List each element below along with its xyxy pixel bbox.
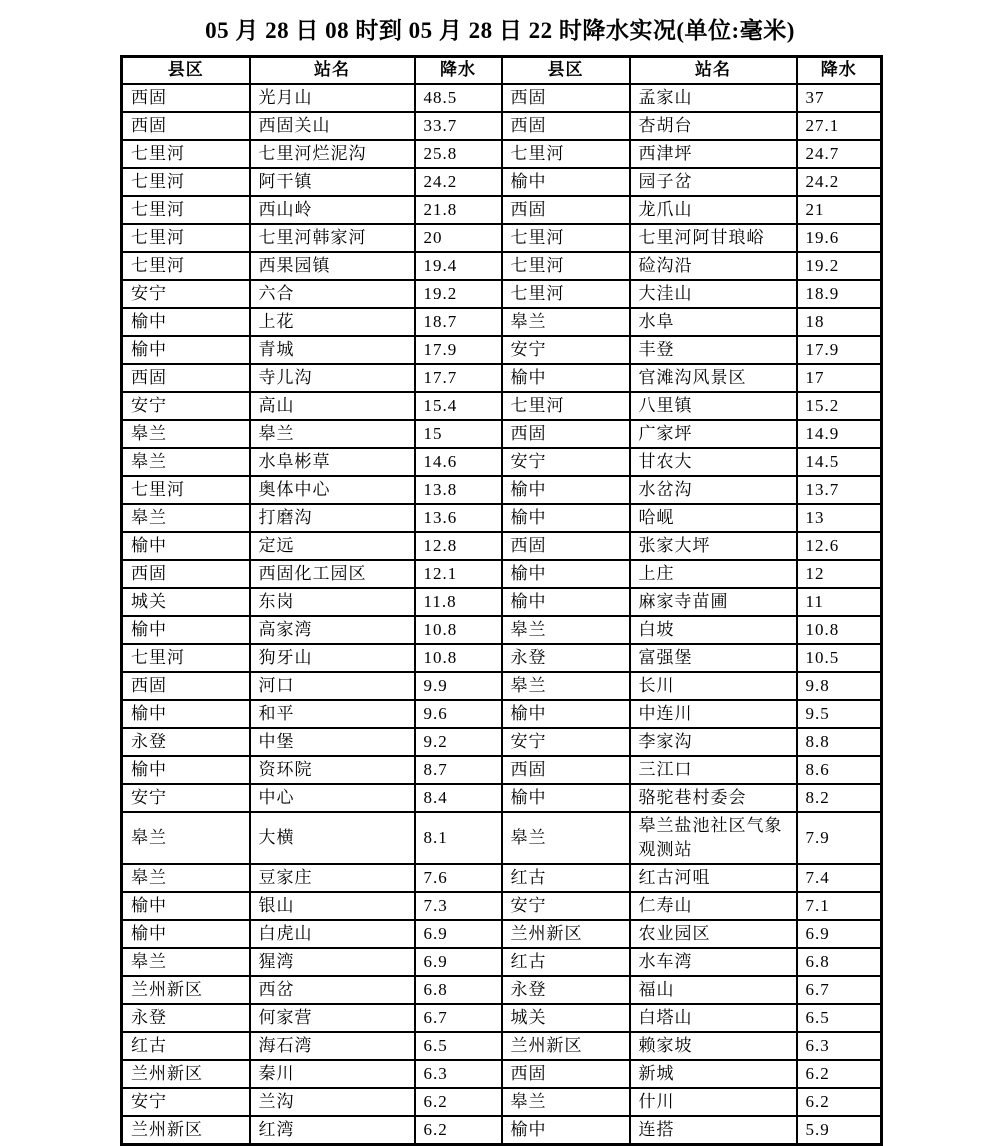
county-cell: 红古: [122, 1032, 250, 1060]
county-cell: 城关: [502, 1004, 630, 1032]
precip-cell: 17.9: [797, 336, 882, 364]
precip-cell: 14.5: [797, 448, 882, 476]
county-cell: 皋兰: [122, 420, 250, 448]
county-cell: 西固: [122, 84, 250, 112]
precip-cell: 15: [415, 420, 502, 448]
station-cell: 李家沟: [630, 728, 797, 756]
county-cell: 西固: [122, 560, 250, 588]
station-cell: 何家营: [250, 1004, 415, 1032]
precip-cell: 6.9: [415, 948, 502, 976]
table-row: [122, 476, 882, 504]
county-cell: 兰州新区: [502, 1032, 630, 1060]
table-row: [122, 420, 882, 448]
precip-cell: 11.8: [415, 588, 502, 616]
county-cell: 七里河: [122, 476, 250, 504]
county-cell: 皋兰: [502, 812, 630, 864]
table-row: [122, 920, 882, 948]
station-cell: 和平: [250, 700, 415, 728]
precip-cell: 6.7: [415, 1004, 502, 1032]
precip-cell: 9.8: [797, 672, 882, 700]
station-cell: 麻家寺苗圃: [630, 588, 797, 616]
county-cell: 安宁: [122, 280, 250, 308]
table-row: [122, 812, 882, 864]
station-cell: 狗牙山: [250, 644, 415, 672]
precip-cell: 33.7: [415, 112, 502, 140]
county-cell: 榆中: [502, 504, 630, 532]
station-cell: 水岔沟: [630, 476, 797, 504]
table-row: [122, 672, 882, 700]
page-title: 05 月 28 日 08 时到 05 月 28 日 22 时降水实况(单位:毫米): [205, 18, 795, 43]
station-cell: 新城: [630, 1060, 797, 1088]
precip-cell: 6.7: [797, 976, 882, 1004]
table-row: [122, 448, 882, 476]
station-cell: 仁寿山: [630, 892, 797, 920]
county-cell: 榆中: [502, 784, 630, 812]
county-cell: 皋兰: [502, 1088, 630, 1116]
precip-cell: 13.6: [415, 504, 502, 532]
station-cell: 长川: [630, 672, 797, 700]
station-cell: 寺儿沟: [250, 364, 415, 392]
station-cell: 张家大坪: [630, 532, 797, 560]
column-header: 降水: [415, 57, 502, 84]
table-row: [122, 252, 882, 280]
precip-cell: 48.5: [415, 84, 502, 112]
table-row: [122, 364, 882, 392]
table-row: [122, 112, 882, 140]
county-cell: 永登: [122, 728, 250, 756]
precip-cell: 24.2: [415, 168, 502, 196]
precip-cell: 8.4: [415, 784, 502, 812]
table-header: [122, 57, 882, 84]
county-cell: 皋兰: [122, 448, 250, 476]
county-cell: 皋兰: [122, 948, 250, 976]
station-cell: 丰登: [630, 336, 797, 364]
precip-cell: 8.1: [415, 812, 502, 864]
station-cell: 六合: [250, 280, 415, 308]
county-cell: 榆中: [122, 336, 250, 364]
precip-cell: 12: [797, 560, 882, 588]
county-cell: 七里河: [122, 644, 250, 672]
precip-cell: 9.9: [415, 672, 502, 700]
column-header: 降水: [797, 57, 882, 84]
station-cell: 白坡: [630, 616, 797, 644]
precip-cell: 15.2: [797, 392, 882, 420]
table-row: [122, 392, 882, 420]
column-header: 站名: [630, 57, 797, 84]
precip-cell: 13.8: [415, 476, 502, 504]
county-cell: 七里河: [122, 196, 250, 224]
county-cell: 榆中: [502, 1116, 630, 1145]
county-cell: 七里河: [502, 392, 630, 420]
table-row: [122, 644, 882, 672]
table-row: [122, 1060, 882, 1088]
station-cell: 哈岘: [630, 504, 797, 532]
county-cell: 永登: [122, 1004, 250, 1032]
table-row: [122, 168, 882, 196]
precip-cell: 6.2: [797, 1060, 882, 1088]
station-cell: 大横: [250, 812, 415, 864]
county-cell: 榆中: [502, 700, 630, 728]
county-cell: 城关: [122, 588, 250, 616]
table-row: [122, 196, 882, 224]
station-cell: 三江口: [630, 756, 797, 784]
precip-cell: 8.7: [415, 756, 502, 784]
precip-cell: 10.8: [415, 616, 502, 644]
station-cell: 西山岭: [250, 196, 415, 224]
precip-cell: 17.9: [415, 336, 502, 364]
precip-cell: 19.2: [797, 252, 882, 280]
county-cell: 榆中: [502, 364, 630, 392]
county-cell: 西固: [122, 112, 250, 140]
county-cell: 榆中: [122, 756, 250, 784]
station-cell: 海石湾: [250, 1032, 415, 1060]
station-cell: 大洼山: [630, 280, 797, 308]
county-cell: 榆中: [122, 308, 250, 336]
county-cell: 西固: [502, 532, 630, 560]
station-cell: 赖家坡: [630, 1032, 797, 1060]
station-cell: 七里河烂泥沟: [250, 140, 415, 168]
precip-cell: 10.5: [797, 644, 882, 672]
precip-cell: 9.2: [415, 728, 502, 756]
precip-cell: 7.3: [415, 892, 502, 920]
station-cell: 西津坪: [630, 140, 797, 168]
precip-cell: 21: [797, 196, 882, 224]
county-cell: 榆中: [502, 560, 630, 588]
station-cell: 高山: [250, 392, 415, 420]
station-cell: 西果园镇: [250, 252, 415, 280]
precip-cell: 20: [415, 224, 502, 252]
precip-cell: 6.8: [797, 948, 882, 976]
station-cell: 银山: [250, 892, 415, 920]
county-cell: 皋兰: [122, 504, 250, 532]
station-cell: 白虎山: [250, 920, 415, 948]
header-row: [122, 57, 882, 84]
station-cell: 奥体中心: [250, 476, 415, 504]
precip-cell: 5.9: [797, 1116, 882, 1145]
precip-cell: 10.8: [415, 644, 502, 672]
station-cell: 青城: [250, 336, 415, 364]
table-row: [122, 1088, 882, 1116]
county-cell: 榆中: [502, 168, 630, 196]
county-cell: 榆中: [122, 892, 250, 920]
table-row: [122, 1116, 882, 1145]
station-cell: 官滩沟风景区: [630, 364, 797, 392]
county-cell: 榆中: [502, 588, 630, 616]
column-header: 县区: [122, 57, 250, 84]
station-cell: 光月山: [250, 84, 415, 112]
station-cell: 农业园区: [630, 920, 797, 948]
county-cell: 兰州新区: [502, 920, 630, 948]
table-row: [122, 700, 882, 728]
station-cell: 白塔山: [630, 1004, 797, 1032]
table-row: [122, 84, 882, 112]
precip-cell: 18.9: [797, 280, 882, 308]
station-cell: 红湾: [250, 1116, 415, 1145]
county-cell: 七里河: [502, 252, 630, 280]
county-cell: 七里河: [502, 280, 630, 308]
table-row: [122, 224, 882, 252]
station-cell: 杏胡台: [630, 112, 797, 140]
county-cell: 西固: [122, 364, 250, 392]
station-cell: 西岔: [250, 976, 415, 1004]
table-row: [122, 976, 882, 1004]
precip-cell: 18.7: [415, 308, 502, 336]
county-cell: 红古: [502, 864, 630, 892]
table-body: [122, 84, 882, 1145]
precipitation-table: [120, 55, 883, 1146]
precip-cell: 6.2: [415, 1088, 502, 1116]
station-cell: 什川: [630, 1088, 797, 1116]
county-cell: 西固: [502, 756, 630, 784]
station-cell: 东岗: [250, 588, 415, 616]
county-cell: 七里河: [122, 140, 250, 168]
station-cell: 水阜彬草: [250, 448, 415, 476]
precip-cell: 6.3: [797, 1032, 882, 1060]
county-cell: 七里河: [122, 168, 250, 196]
county-cell: 永登: [502, 976, 630, 1004]
precip-cell: 17.7: [415, 364, 502, 392]
table-row: [122, 864, 882, 892]
precip-cell: 19.6: [797, 224, 882, 252]
table-row: [122, 140, 882, 168]
precip-cell: 6.9: [797, 920, 882, 948]
station-cell: 中堡: [250, 728, 415, 756]
table-row: [122, 948, 882, 976]
precip-cell: 7.4: [797, 864, 882, 892]
table-row: [122, 504, 882, 532]
county-cell: 七里河: [502, 224, 630, 252]
county-cell: 西固: [502, 84, 630, 112]
precip-cell: 25.8: [415, 140, 502, 168]
station-cell: 打磨沟: [250, 504, 415, 532]
precip-cell: 19.4: [415, 252, 502, 280]
precip-cell: 6.3: [415, 1060, 502, 1088]
table-row: [122, 892, 882, 920]
county-cell: 兰州新区: [122, 976, 250, 1004]
table-row: [122, 728, 882, 756]
station-cell: 七里河韩家河: [250, 224, 415, 252]
station-cell: 硷沟沿: [630, 252, 797, 280]
county-cell: 七里河: [502, 140, 630, 168]
station-cell: 骆驼巷村委会: [630, 784, 797, 812]
table-row: [122, 616, 882, 644]
station-cell: 豆家庄: [250, 864, 415, 892]
precip-cell: 15.4: [415, 392, 502, 420]
county-cell: 皋兰: [122, 864, 250, 892]
station-cell: 上花: [250, 308, 415, 336]
station-cell: 阿干镇: [250, 168, 415, 196]
precip-cell: 9.6: [415, 700, 502, 728]
precip-cell: 12.8: [415, 532, 502, 560]
precip-cell: 8.6: [797, 756, 882, 784]
precip-cell: 21.8: [415, 196, 502, 224]
county-cell: 西固: [502, 196, 630, 224]
station-cell: 孟家山: [630, 84, 797, 112]
precip-cell: 24.7: [797, 140, 882, 168]
station-cell: 上庄: [630, 560, 797, 588]
station-cell: 河口: [250, 672, 415, 700]
county-cell: 西固: [502, 1060, 630, 1088]
station-cell: 连搭: [630, 1116, 797, 1145]
precip-cell: 27.1: [797, 112, 882, 140]
precip-cell: 10.8: [797, 616, 882, 644]
county-cell: 安宁: [122, 784, 250, 812]
county-cell: 榆中: [122, 532, 250, 560]
column-header: 县区: [502, 57, 630, 84]
station-cell: 广家坪: [630, 420, 797, 448]
county-cell: 安宁: [122, 392, 250, 420]
station-cell: 园子岔: [630, 168, 797, 196]
station-cell: 皋兰盐池社区气象观测站: [630, 812, 797, 864]
station-cell: 红古河咀: [630, 864, 797, 892]
county-cell: 安宁: [502, 336, 630, 364]
station-cell: 猩湾: [250, 948, 415, 976]
station-cell: 西固关山: [250, 112, 415, 140]
station-cell: 兰沟: [250, 1088, 415, 1116]
station-cell: 高家湾: [250, 616, 415, 644]
precip-cell: 7.6: [415, 864, 502, 892]
county-cell: 榆中: [122, 616, 250, 644]
county-cell: 榆中: [502, 476, 630, 504]
table-row: [122, 588, 882, 616]
precip-cell: 8.8: [797, 728, 882, 756]
precip-cell: 17: [797, 364, 882, 392]
precip-cell: 18: [797, 308, 882, 336]
table-row: [122, 1032, 882, 1060]
station-cell: 秦川: [250, 1060, 415, 1088]
station-cell: 八里镇: [630, 392, 797, 420]
table-row: [122, 532, 882, 560]
county-cell: 榆中: [122, 920, 250, 948]
precip-cell: 19.2: [415, 280, 502, 308]
precip-cell: 12.1: [415, 560, 502, 588]
county-cell: 安宁: [502, 448, 630, 476]
precip-cell: 6.2: [415, 1116, 502, 1145]
precip-cell: 7.1: [797, 892, 882, 920]
county-cell: 兰州新区: [122, 1116, 250, 1145]
precip-cell: 14.9: [797, 420, 882, 448]
county-cell: 红古: [502, 948, 630, 976]
precip-cell: 8.2: [797, 784, 882, 812]
station-cell: 水车湾: [630, 948, 797, 976]
precip-cell: 12.6: [797, 532, 882, 560]
table-row: [122, 1004, 882, 1032]
station-cell: 资环院: [250, 756, 415, 784]
station-cell: 定远: [250, 532, 415, 560]
station-cell: 龙爪山: [630, 196, 797, 224]
table-row: [122, 308, 882, 336]
station-cell: 富强堡: [630, 644, 797, 672]
table-row: [122, 784, 882, 812]
county-cell: 西固: [122, 672, 250, 700]
precip-cell: 6.5: [797, 1004, 882, 1032]
precip-cell: 24.2: [797, 168, 882, 196]
county-cell: 西固: [502, 112, 630, 140]
county-cell: 七里河: [122, 252, 250, 280]
station-cell: 西固化工园区: [250, 560, 415, 588]
precip-cell: 7.9: [797, 812, 882, 864]
county-cell: 皋兰: [122, 812, 250, 864]
county-cell: 皋兰: [502, 672, 630, 700]
station-cell: 皋兰: [250, 420, 415, 448]
precip-cell: 11: [797, 588, 882, 616]
precip-cell: 6.8: [415, 976, 502, 1004]
precip-cell: 13: [797, 504, 882, 532]
column-header: 站名: [250, 57, 415, 84]
county-cell: 皋兰: [502, 308, 630, 336]
county-cell: 西固: [502, 420, 630, 448]
table-row: [122, 336, 882, 364]
station-cell: 中心: [250, 784, 415, 812]
county-cell: 安宁: [502, 892, 630, 920]
table-row: [122, 560, 882, 588]
table-row: [122, 756, 882, 784]
precip-cell: 6.9: [415, 920, 502, 948]
county-cell: 安宁: [502, 728, 630, 756]
station-cell: 甘农大: [630, 448, 797, 476]
precip-cell: 14.6: [415, 448, 502, 476]
precip-cell: 6.5: [415, 1032, 502, 1060]
station-cell: 中连川: [630, 700, 797, 728]
station-cell: 水阜: [630, 308, 797, 336]
county-cell: 七里河: [122, 224, 250, 252]
precip-cell: 9.5: [797, 700, 882, 728]
county-cell: 永登: [502, 644, 630, 672]
county-cell: 榆中: [122, 700, 250, 728]
precip-cell: 37: [797, 84, 882, 112]
county-cell: 兰州新区: [122, 1060, 250, 1088]
county-cell: 安宁: [122, 1088, 250, 1116]
table-row: [122, 280, 882, 308]
station-cell: 七里河阿甘琅峪: [630, 224, 797, 252]
precip-cell: 13.7: [797, 476, 882, 504]
county-cell: 皋兰: [502, 616, 630, 644]
station-cell: 福山: [630, 976, 797, 1004]
precip-cell: 6.2: [797, 1088, 882, 1116]
